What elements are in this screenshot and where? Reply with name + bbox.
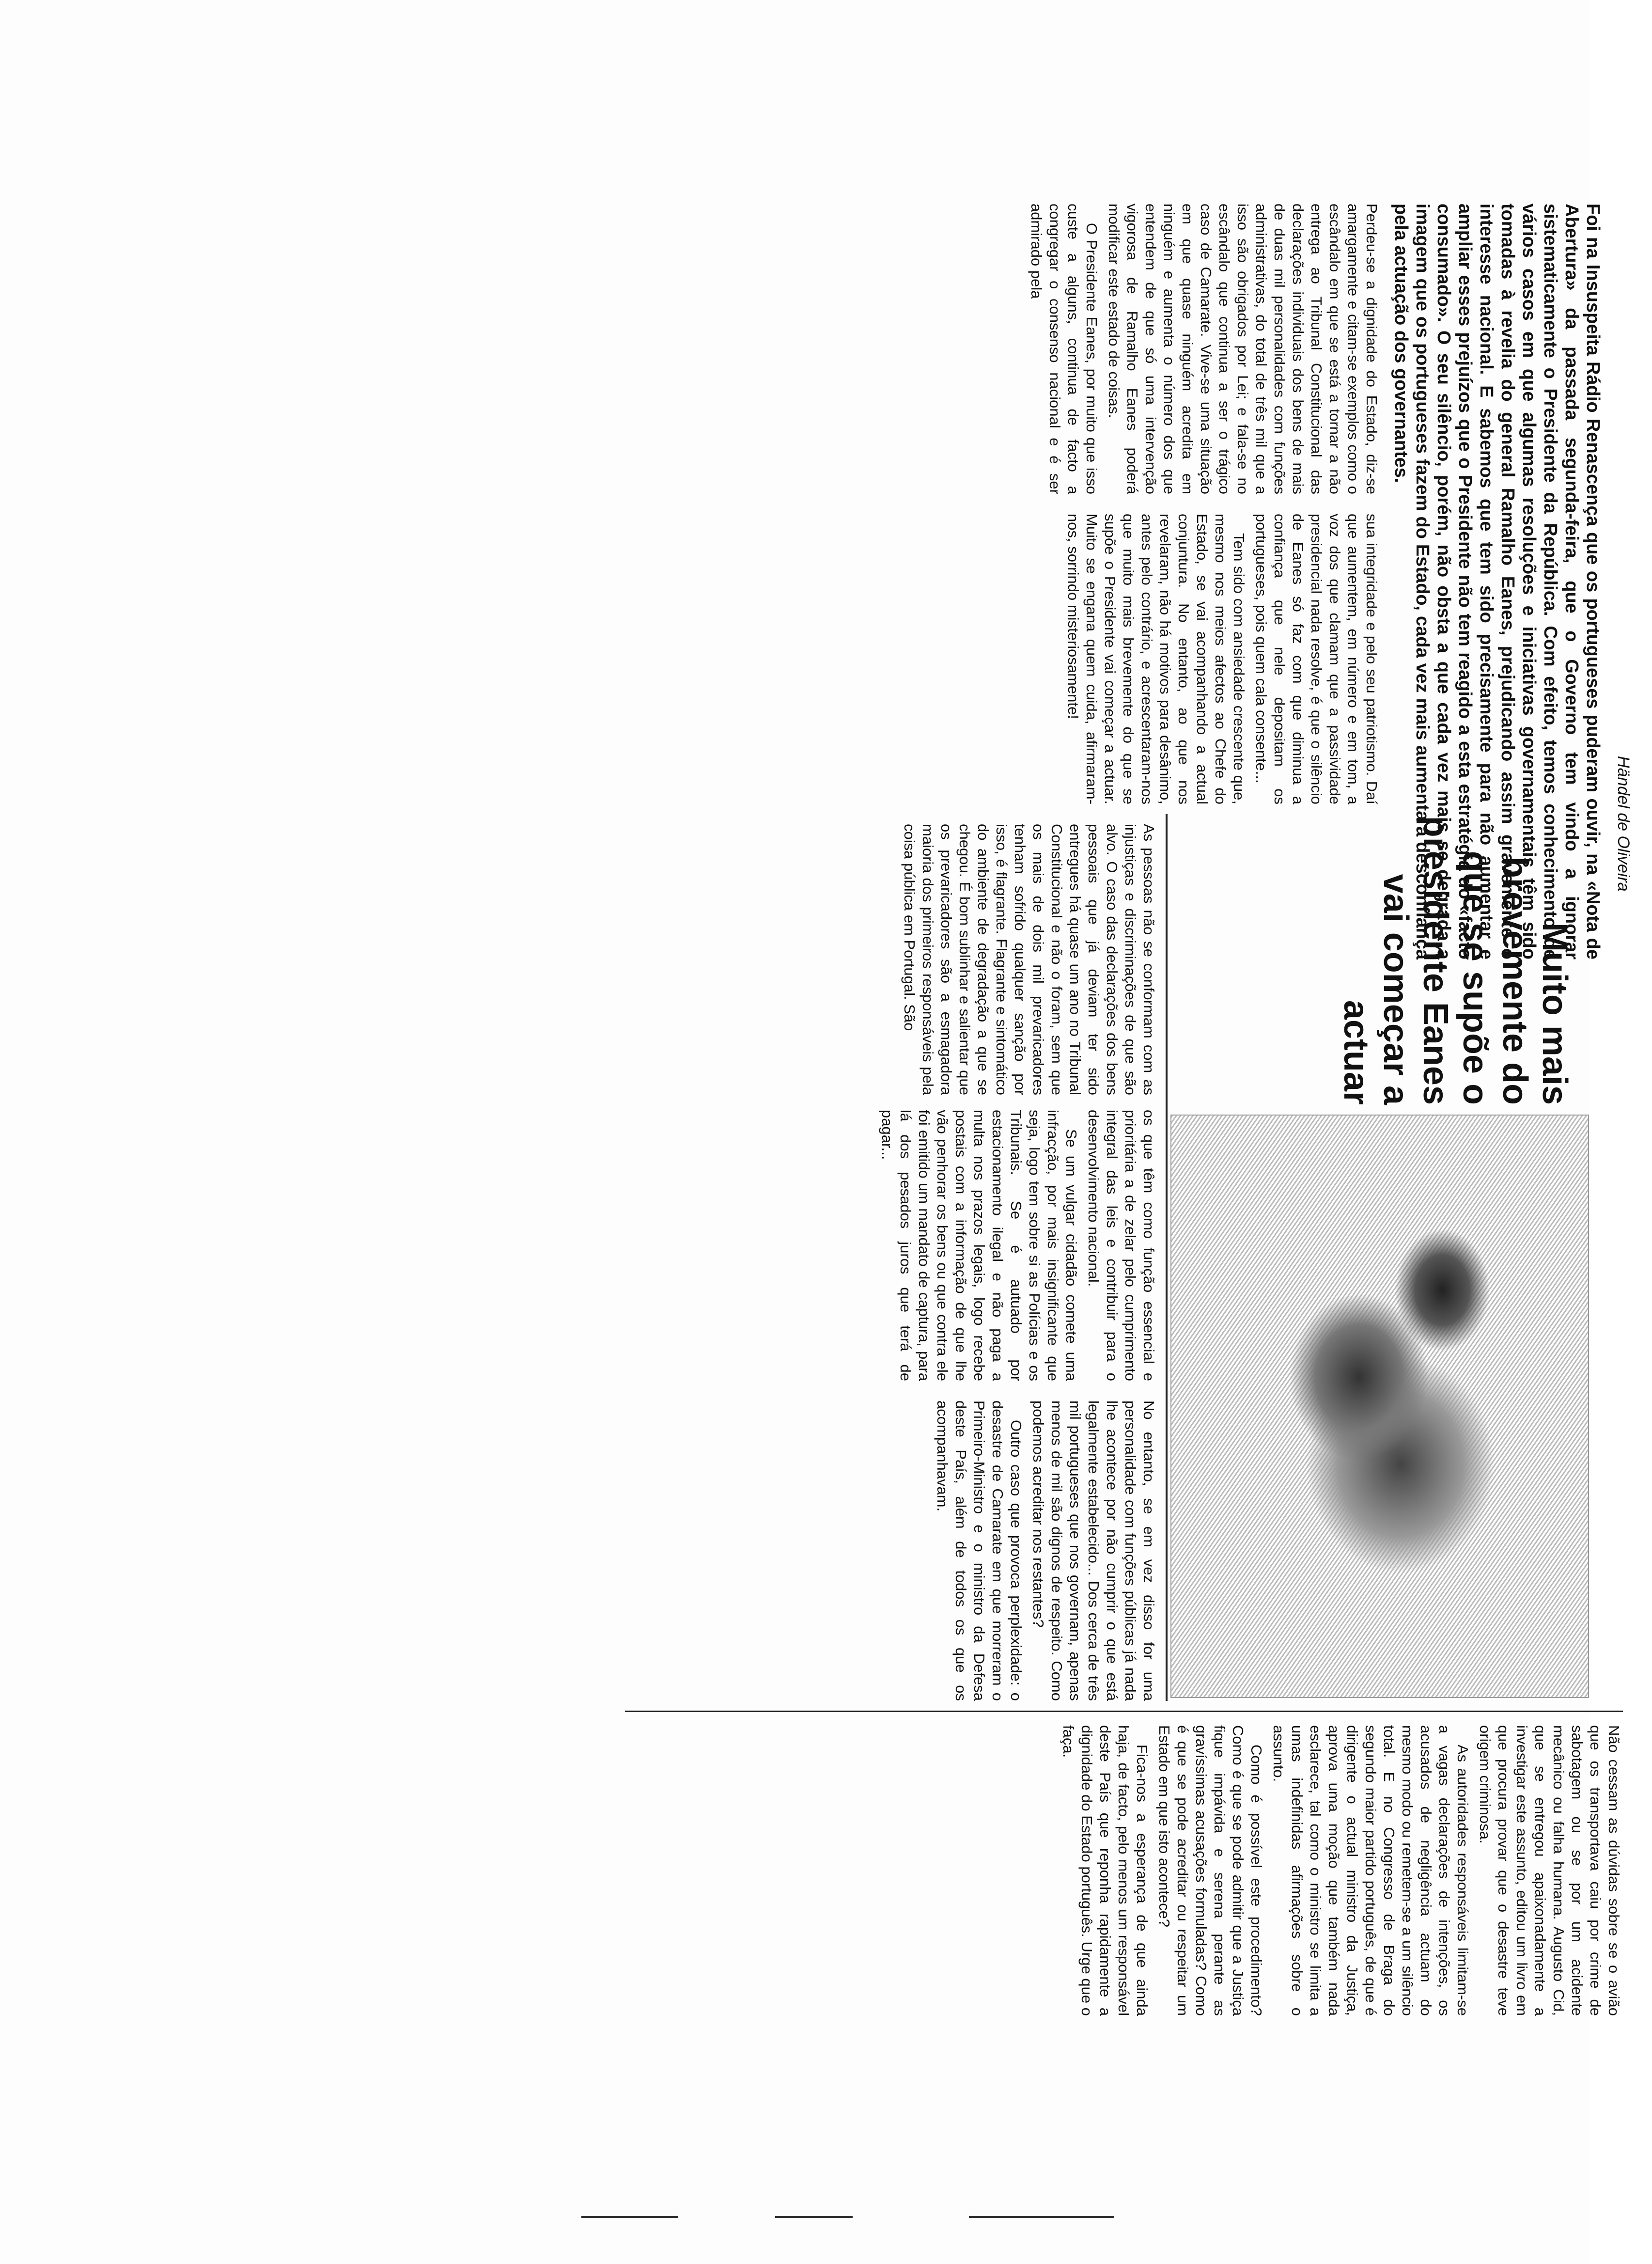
column-3: [896, 824, 1158, 1095]
lead-paragraph: Foi na Insuspeita Rádio Renascença que os portugueses puderam ouvir, na «Nota de Abertura» da passada segunda-feira, que o Governo tem vindo a ignorar sistematicamente o Presidente da República. Com efeito, temos conhecimento de vários casos em que algumas resoluções e iniciativas governamentais têm sido tomadas à revelia do general Ramalho Eanes, prejudicando assim gravemente o interesse nacional. E sabemos que tem sido precisamente para não aumentar e ampliar esses prejuízos que o Presidente não tem reagido a esta estratégia do «facto consumado». O seu silêncio, porém, não obsta a que cada vez mais se degrada a imagem que os portugueses fazem do Estado, cada vez mais aumenta a desconfiança pela actuação dos governantes.: [1391, 204, 1603, 959]
column-4: [874, 1110, 1158, 1381]
byline: Händel de Oliveira: [1614, 756, 1633, 892]
column-4-paragraph: Se um vulgar cidadão comete uma infracção, por mais insignificante que seja, logo tem sobre si as Polícias e os Tribunais. Se é autuado por estacionamento ilegal e não paga a multa nos prazos legais, logo recebe postais com a informação de que lhe vão penhorar os bens ou que contra ele foi emitido um mandato de captura, para lá dos pesados juros que terá de pagar...: [879, 1110, 1080, 1381]
column-divider-rule: [1166, 814, 1168, 1701]
column-2: [1060, 514, 1381, 804]
column-1: [1023, 204, 1381, 494]
column-6: [1055, 1725, 1623, 2016]
column-2-paragraph: sua integridade e pelo seu patriotismo. Daí que aumentem, em número e em tom, a voz dos que clamam que a passividade presidencial nada resolve, é que o silêncio de Eanes só faz com que diminua a confiança que nele depositam os portugueses, pois quem cala consente...: [1253, 514, 1380, 804]
column-1-paragraph: O Presidente Eanes, por muito que isso custe a alguns, continua de facto a congregar o consenso nacional e é ser admirado pela: [1028, 204, 1100, 494]
column-6-paragraph: Fica-nos a esperança de que ainda haja, de facto, pelo menos um responsável deste País que reponha rapidamente a dignidade do Estado português. Urge que o faça.: [1060, 1725, 1151, 2016]
column-6-paragraph: Como é possível este procedimento? Como é que se pode admitir que a Justiça fique impávida e serena perante as gravíssimas acusações formuladas? Como é que se pode acreditar ou respeitar um Estado em que isto acontece?: [1156, 1725, 1265, 2016]
column-5-paragraph: Outro caso que provoca perplexidade: o desastre de Camarate em que morreram o Primeiro-Ministro e o ministro da Defesa deste País, além de todos os que os acompanhavam.: [934, 1400, 1025, 1701]
bottom-scan-marks: [0, 2210, 1589, 2224]
column-6-paragraph: As autoridades responsáveis limitam-se a vagas declarações de intenções, os acusados de negligência actuam do mesmo modo ou remetem-se a um silêncio total. E no Congresso de Braga do segundo maior partido português, de que é dirigente o actual ministro da Justiça, aprova uma moção que também nada esclarece, tal como o ministro se limita a umas indefinidas afirmações sobre o assunto.: [1270, 1725, 1471, 2016]
headline: Muito mais brevemente do que se supõe o presidente Eanes vai começar a actuar: [1337, 816, 1574, 1105]
halftone-photo: [1170, 1115, 1589, 1698]
column-5-paragraph: No entanto, se em vez disso for uma personalidade com funções públicas já nada lhe acontece por não cumprir o que está legalmente estabelecido... Dos cerca de três mil portugueses que nos governam, apenas menos de mil são dignos de respeito. Como podemos acreditar nos restantes?: [1030, 1400, 1157, 1701]
vertical-rule: [625, 1711, 1623, 1712]
column-2-paragraph: Tem sido com ansiedade crescente que, mesmo nos meios afectos ao Chefe do Estado, se vai acompanhando a actual conjuntura. No entanto, ao que nos revelaram, não há motivos para desânimo, antes pelo contrário, e acrescentaram-nos que muito mais brevemente do que se supõe o Presidente vai começar a actuar. Muito se engana quem cuida, afirmaram-nos, sorrindo misteriosamente!: [1065, 514, 1247, 804]
column-1-paragraph: Perdeu-se a dignidade do Estado, diz-se amargamente e citam-se exemplos como o escândalo em que se está a tornar a não entrega ao Tribunal Constitucional das declarações individuais dos bens de mais de duas mil personalidades com funções administrativas, do total de três mil que a isso são obrigados por Lei; e fala-se no escândalo que continua a ser o trágico caso de Camarate. Vive-se uma situação em que quase ninguém acredita em ninguém e aumenta o número dos que entendem de que só uma intervenção vigorosa de Ramalho Eanes poderá modificar este estado de coisas.: [1106, 204, 1380, 494]
rotated-article: [586, 145, 1652, 2181]
column-5: [929, 1400, 1158, 1701]
column-4-paragraph: os que têm como função essencial e prioritária a de zelar pelo cumprimento integral das leis e contribuir para o desenvolvimento nacional.: [1085, 1110, 1157, 1381]
column-6-paragraph: Não cessam as dúvidas sobre se o avião que os transportava caiu por crime de sabotagem ou se por um acidente mecânico ou falha humana. Augusto Cid, que se entregou apaixonadamente a investigar este assunto, editou um livro em que procura provar que o desastre teve origem criminosa.: [1477, 1725, 1622, 2016]
column-3-paragraph: As pessoas não se conformam com as injustiças e discriminações de que são alvo. O caso das declarações dos bens pessoais que já deviam ter sido entregues há quase um ano no Tribunal Constitucional e não o foram, sem que os mais de dois mil prevaricadores tenham sofrido qualquer sanção por isso, é flagrante. Flagrante e sintomático do ambiente de degradação a que se chegou. É bom sublinhar e salientar que os prevaricadores são a esmagadora maioria dos primeiros responsáveis pela coisa pública em Portugal. São: [901, 824, 1157, 1095]
